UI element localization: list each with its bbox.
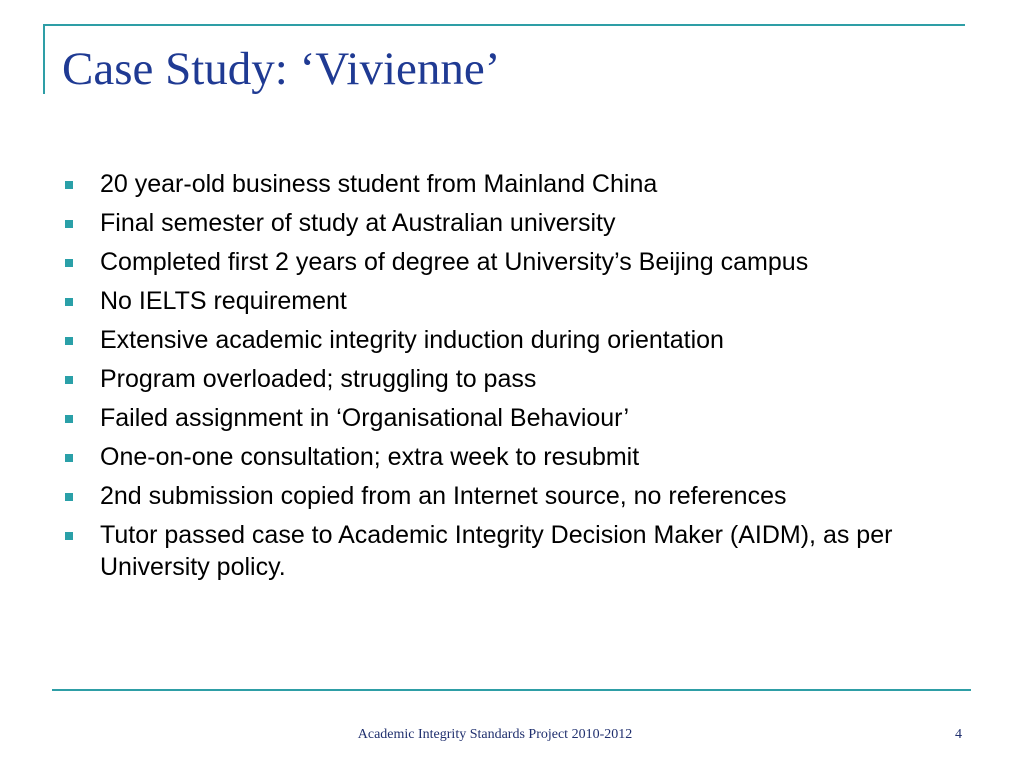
bullet-item-3: [62, 246, 982, 278]
bullet-text: Extensive academic integrity induction during orientation: [100, 326, 724, 354]
bullet-list: [62, 168, 982, 590]
footer-text: Academic Integrity Standards Project 2010-2012: [357, 727, 633, 742]
square-bullet-icon: [65, 181, 73, 189]
bullet-text: Completed first 2 years of degree at University’s Beijing campus: [100, 248, 809, 276]
bullet-text: Final semester of study at Australian university: [100, 209, 616, 237]
bullet-item-2: [62, 207, 982, 239]
bullet-item-7: [62, 402, 982, 434]
bullet-item-9: [62, 480, 982, 512]
bullet-item-8: [62, 441, 982, 473]
square-bullet-icon: [65, 220, 73, 228]
bullet-text: One-on-one consultation; extra week to resubmit: [100, 443, 640, 471]
square-bullet-icon: [65, 259, 73, 267]
bullet-item-6: [62, 363, 982, 395]
square-bullet-icon: [65, 415, 73, 423]
square-bullet-icon: [65, 532, 73, 540]
title-frame-top-rule: [43, 24, 965, 26]
bullet-item-5: [62, 324, 982, 356]
page-number: 4: [955, 727, 962, 742]
bullet-text: Failed assignment in ‘Organisational Behaviour’: [100, 404, 629, 432]
square-bullet-icon: [65, 454, 73, 462]
footer-rule: [52, 689, 971, 691]
bullet-item-10: [62, 519, 982, 583]
bullet-text: 2nd submission copied from an Internet source, no references: [100, 482, 787, 510]
square-bullet-icon: [65, 493, 73, 501]
square-bullet-icon: [65, 298, 73, 306]
bullet-item-4: [62, 285, 982, 317]
square-bullet-icon: [65, 376, 73, 384]
bullet-item-1: [62, 168, 982, 200]
bullet-text: 20 year-old business student from Mainland China: [100, 170, 658, 198]
bullet-text: No IELTS requirement: [100, 287, 347, 315]
slide-title: Case Study: ‘Vivienne’: [62, 43, 501, 95]
bullet-text: Tutor passed case to Academic Integrity Decision Maker (AIDM), as per University policy.: [100, 521, 893, 581]
title-frame-left-rule: [43, 24, 45, 94]
square-bullet-icon: [65, 337, 73, 345]
bullet-text: Program overloaded; struggling to pass: [100, 365, 537, 393]
